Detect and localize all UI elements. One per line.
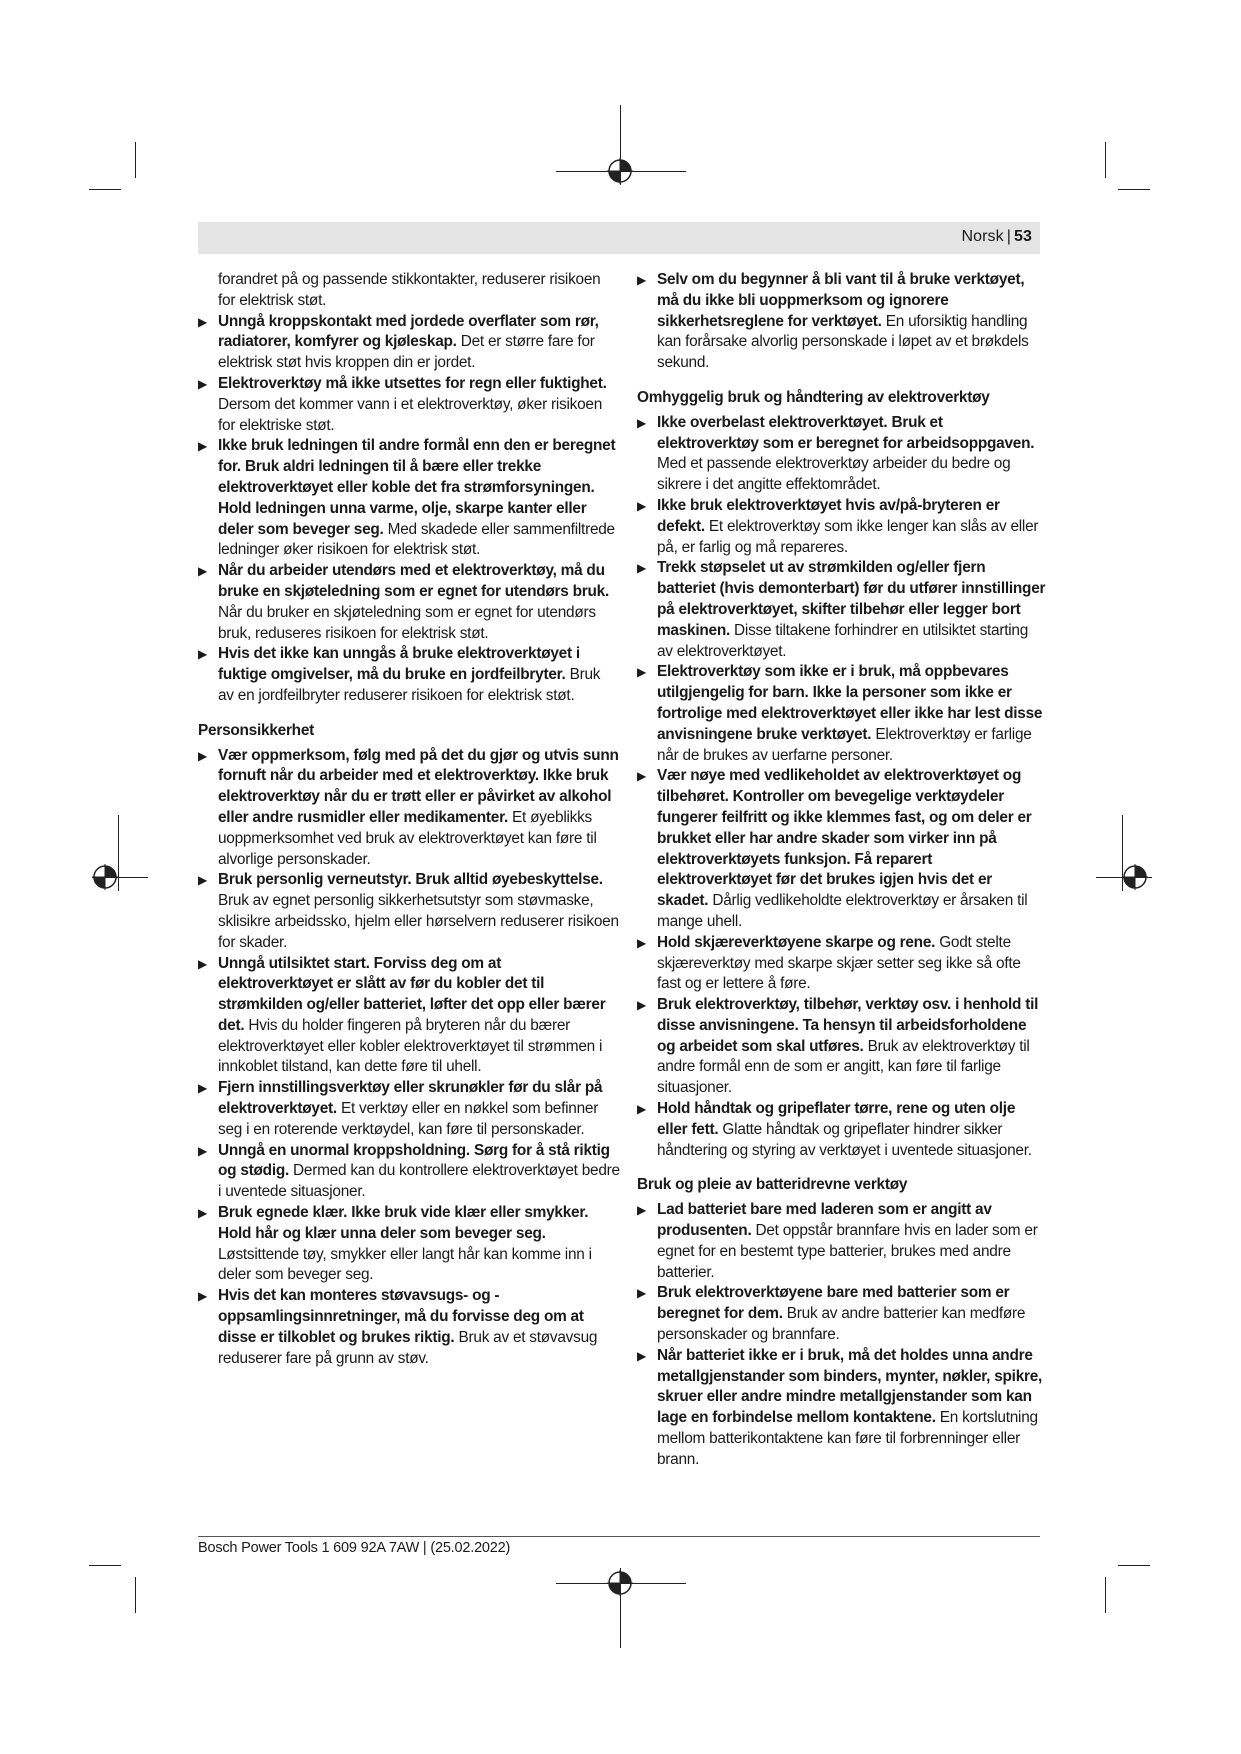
crop-mark [1105, 1577, 1106, 1613]
item-bold-text: Hold skjæreverktøyene skarpe og rene. [657, 933, 936, 951]
bullet-arrow-icon: ▶ [637, 561, 646, 576]
list-item [198, 436, 620, 561]
item-body-text: En uforsiktig handling kan forårsake alvorlig personskade i løpet av et brøkdels sekund. [657, 312, 1029, 372]
item-body-text: Med et passende elektroverktøy arbeider du bedre og sikrere i det angitte effektområdet. [657, 455, 1011, 494]
list-item [637, 413, 1047, 496]
bullet-arrow-icon: ▶ [198, 564, 207, 579]
bullet-arrow-icon: ▶ [198, 376, 207, 391]
item-bold-text: Bruk egnede klær. Ikke bruk vide klær eller smykker. Hold hår og klær unna deler som beveger seg. [218, 1204, 589, 1242]
item-bold-text: Elektroverktøy må ikke utsettes for regn eller fuktighet. [218, 374, 607, 392]
item-bold-text: Hvis det kan monteres støvavsugs- og -oppsamlingsinnretninger, må du forvisse deg om at disse er tilkoblet og brukes riktig. [218, 1287, 584, 1346]
item-bold-text: Selv om du begynner å bli vant til å bruke verktøyet, må du ikke bli uoppmerksom og ignorere sikkerhetsreglene for verktøyet. [657, 271, 1025, 330]
item-body-text: Dårlig vedlikeholdte elektroverktøy er årsaken til mange uhell. [657, 892, 1028, 930]
item-body-text: Det oppstår brannfare hvis en lader som er egnet for en bestemt type batterier, brukes med andre batterier. [657, 1222, 1038, 1281]
item-bold-text: Vær nøye med vedlikeholdet av elektroverktøyet og tilbehøret. Kontroller om bevegelige verktøydeler fungerer feilfritt og ikke klemmes fast, og om deler er brukket eller har andre skader som virker inn på elektroverktøyets funksjon. Få reparert elektroverktøyet før det brukes igjen hvis det er skadet. [657, 767, 1032, 910]
list-item [637, 662, 1047, 766]
list-item [637, 766, 1047, 932]
crop-mark [135, 142, 136, 178]
list-item [198, 1078, 620, 1140]
list-battery [637, 1200, 1047, 1470]
item-body-text: Et elektroverktøy som ikke lenger kan slås av eller på, er farlig og må repareres. [657, 517, 1039, 556]
registration-line [118, 815, 119, 891]
item-bold-text: Bruk elektroverktøyene bare med batterier som er beregnet for dem. [657, 1284, 1010, 1323]
item-body-text: Et verktøy eller en nøkkel som befinner seg i en roterende verktøydel, kan føre til personskader. [218, 1100, 599, 1138]
header-separator: | [1006, 228, 1011, 245]
list-item [637, 995, 1047, 1099]
item-body-text: Dersom det kommer vann i et elektroverktøy, øker risikoen for elektriske støt. [218, 395, 603, 434]
crop-mark [1118, 1565, 1150, 1566]
item-bold-text: Unngå utilsiktet start. Forviss deg om at elektroverktøyet er slått av før du kobler det til strømkilden og/eller batteriet, løfter det opp eller bærer det. [218, 954, 606, 1034]
list-item [637, 933, 1047, 995]
continuation-text: forandret på og passende stikkontakter, reduserer risikoen for elektrisk støt. [218, 271, 601, 309]
item-body-text: En kortslutning mellom batterikontaktene kan føre til forbrenninger eller brann. [657, 1409, 1038, 1468]
list-personal [198, 746, 620, 1370]
bullet-arrow-icon: ▶ [198, 873, 207, 888]
item-bold-text: Når batteriet ikke er i bruk, må det holdes unna andre metallgjenstander som binders, mynter, nøkler, spikre, skruer eller andre mindre metallgjenstander som kan lage en forbindelse mellom kontaktene. [657, 1346, 1043, 1427]
list-item [637, 558, 1047, 662]
bullet-arrow-icon: ▶ [637, 1102, 646, 1117]
item-bold-text: Ikke overbelast elektroverktøyet. Bruk et elektroverktøy som er beregnet for arbeidsoppgaven. [657, 413, 1035, 452]
item-bold-text: Bruk elektroverktøy, tilbehør, verktøy osv. i henhold til disse anvisningene. Ta hensyn til arbeidsforholdene og arbeidet som skal utføres. [657, 996, 1039, 1055]
bullet-arrow-icon: ▶ [637, 935, 646, 950]
bullet-arrow-icon: ▶ [637, 769, 646, 784]
list-item [637, 1099, 1047, 1161]
list-item [198, 644, 620, 706]
list-careful-use [637, 413, 1047, 1162]
item-body-text: Bruk av egnet personlig sikkerhetsutstyr som støvmaske, sklisikre arbeidssko, hjelm eller hørselvern reduserer risikoen for skader. [218, 892, 619, 951]
list-item [198, 1203, 620, 1286]
item-bold-text: Hold håndtak og gripeflater tørre, rene og uten olje eller fett. [657, 1100, 1016, 1138]
crop-mark [1118, 189, 1150, 190]
heading-careful-use: Omhyggelig bruk og håndtering av elektroverktøy [637, 388, 990, 406]
bullet-arrow-icon: ▶ [637, 1348, 646, 1363]
bullet-arrow-icon: ▶ [198, 956, 207, 971]
item-body-text: Det er større fare for elektrisk støt hvis kroppen din er jordet. [218, 333, 595, 372]
item-body-text: Med skadede eller sammenfiltrede ledninger øker risikoen for elektrisk støt. [218, 520, 615, 559]
bullet-arrow-icon: ▶ [198, 1081, 207, 1096]
bullet-arrow-icon: ▶ [198, 647, 207, 662]
item-body-text: Hvis du holder fingeren på bryteren når du bærer elektroverktøyet eller kobler elektroverktøyet til strømmen i innkoblet tilstand, kan dette føre til uhell. [218, 1016, 603, 1076]
item-body-text: Bruk av elektroverktøy til andre formål enn de som er angitt, kan føre til farlige situasjoner. [657, 1037, 1030, 1097]
item-bold-text: Lad batteriet bare med laderen som er angitt av produsenten. [657, 1201, 992, 1240]
list-item [198, 746, 620, 871]
list-item [198, 374, 620, 436]
list-personal-cont [637, 270, 1047, 374]
item-bold-text: Vær oppmerksom, følg med på det du gjør og utvis sunn fornuft når du arbeider med et elektroverktøy. Ikke bruk elektroverktøy når du er trøtt eller er påvirket av alkohol eller andre rusmidler eller medikamenter. [218, 746, 619, 826]
list-item [198, 1141, 620, 1203]
crop-mark [89, 189, 121, 190]
item-body-text: Løstsittende tøy, smykker eller langt hår kan komme inn i deler som beveger seg. [218, 1245, 592, 1284]
list-item [198, 1286, 620, 1369]
item-bold-text: Bruk personlig verneutstyr. Bruk alltid øyebeskyttelse. [218, 871, 603, 889]
item-body-text: Elektroverktøy er farlige når de brukes av uerfarne personer. [657, 725, 1032, 764]
item-body-text: Når du bruker en skjøteledning som er egnet for utendørs bruk, reduseres risikoen for elektrisk støt. [218, 603, 596, 642]
item-body-text: Bruk av et støvavsug reduserer fare på grunn av støv. [218, 1328, 598, 1367]
bullet-arrow-icon: ▶ [637, 415, 646, 430]
page-number: 53 [1014, 228, 1032, 245]
list-item [637, 270, 1047, 374]
list-item [198, 870, 620, 953]
bullet-arrow-icon: ▶ [198, 1206, 207, 1221]
bullet-arrow-icon: ▶ [198, 439, 207, 454]
bullet-arrow-icon: ▶ [198, 1289, 207, 1304]
crop-mark [89, 1565, 121, 1566]
bullet-arrow-icon: ▶ [637, 498, 646, 513]
footer-divider [198, 1536, 1040, 1537]
list-electrical [198, 312, 620, 707]
item-bold-text: Unngå kroppskontakt med jordede overflater som rør, radiatorer, komfyrer og kjøleskap. [218, 312, 599, 351]
bullet-arrow-icon: ▶ [198, 314, 207, 329]
item-body-text: Disse tiltakene forhindrer en utilsiktet starting av elektroverktøyet. [657, 621, 1029, 660]
registration-target-icon [1122, 864, 1148, 890]
heading-battery-use: Bruk og pleie av batteridrevne verktøy [637, 1176, 908, 1194]
bullet-arrow-icon: ▶ [198, 748, 207, 763]
list-item [198, 954, 620, 1079]
item-body-text: Glatte håndtak og gripeflater hindrer sikker håndtering og styring av verktøyet i uventede situasjoner. [657, 1120, 1032, 1159]
bullet-arrow-icon: ▶ [637, 1203, 646, 1218]
bullet-arrow-icon: ▶ [637, 1286, 646, 1301]
item-body-text: Et øyeblikks uoppmerksomhet ved bruk av elektroverktøyet kan føre til alvorlige personskader. [218, 808, 597, 868]
item-bold-text: Ikke bruk elektroverktøyet hvis av/på-bryteren er defekt. [657, 496, 1000, 535]
registration-target-icon [607, 1570, 633, 1596]
item-bold-text: Unngå en unormal kroppsholdning. Sørg for å stå riktig og stødig. [218, 1141, 610, 1180]
list-item [198, 312, 620, 374]
list-item [637, 1283, 1047, 1345]
bullet-arrow-icon: ▶ [637, 665, 646, 680]
page-header [198, 222, 1040, 254]
section-title: Norsk [961, 228, 1004, 245]
item-bold-text: Når du arbeider utendørs med et elektroverktøy, må du bruke en skjøteledning som er egnet for utendørs bruk. [218, 562, 610, 600]
item-body-text: Bruk av en jordfeilbryter reduserer risikoen for elektrisk støt. [218, 666, 601, 704]
item-bold-text: Hvis det ikke kan unngås å bruke elektroverktøyet i fuktige omgivelser, må du bruke en jordfeilbryter. [218, 645, 580, 684]
list-item [637, 1346, 1047, 1471]
crop-mark [135, 1577, 136, 1613]
item-bold-text: Ikke bruk ledningen til andre formål enn den er beregnet for. Bruk aldri ledningen til å bære eller trekke elektroverktøyet eller koble det fra strømforsyningen. Hold ledningen unna varme, olje, skarpe kanter eller deler som beveger seg. [218, 437, 616, 538]
list-item [198, 561, 620, 644]
list-item [637, 1200, 1047, 1283]
item-body-text: Godt stelte skjæreverktøy med skarpe skjær setter seg ikke så ofte fast og er lettere å føre. [657, 933, 1021, 993]
item-body-text: Dermed kan du kontrollere elektroverktøyet bedre i uventede situasjoner. [218, 1162, 620, 1201]
list-item [637, 496, 1047, 558]
bullet-arrow-icon: ▶ [637, 273, 646, 287]
bullet-arrow-icon: ▶ [637, 998, 646, 1013]
heading-personal-safety: Personsikkerhet [198, 721, 315, 739]
item-bold-text: Fjern innstillingsverktøy eller skrunøkler før du slår på elektroverktøyet. [218, 1079, 603, 1118]
item-body-text: Bruk av andre batterier kan medføre personskader og brannfare. [657, 1305, 1026, 1344]
right-column [637, 270, 1047, 1471]
crop-mark [1105, 142, 1106, 178]
header-label [961, 228, 1032, 246]
registration-target-icon [607, 158, 633, 184]
item-bold-text: Elektroverktøy som ikke er i bruk, må oppbevares utilgjengelig for barn. Ikke la personer som ikke er fortrolige med elektroverktøyet eller ikke har lest disse anvisningene bruke verktøyet. [657, 663, 1043, 743]
left-column [198, 270, 620, 1369]
footer-text: Bosch Power Tools 1 609 92A 7AW | (25.02.2022) [198, 1540, 511, 1556]
item-bold-text: Trekk støpselet ut av strømkilden og/eller fjern batteriet (hvis demonterbart) før du utfører innstillinger på elektroverktøyet, skifter tilbehør eller legger bort maskinen. [657, 559, 1046, 639]
bullet-arrow-icon: ▶ [198, 1143, 207, 1158]
registration-target-icon [92, 864, 118, 890]
